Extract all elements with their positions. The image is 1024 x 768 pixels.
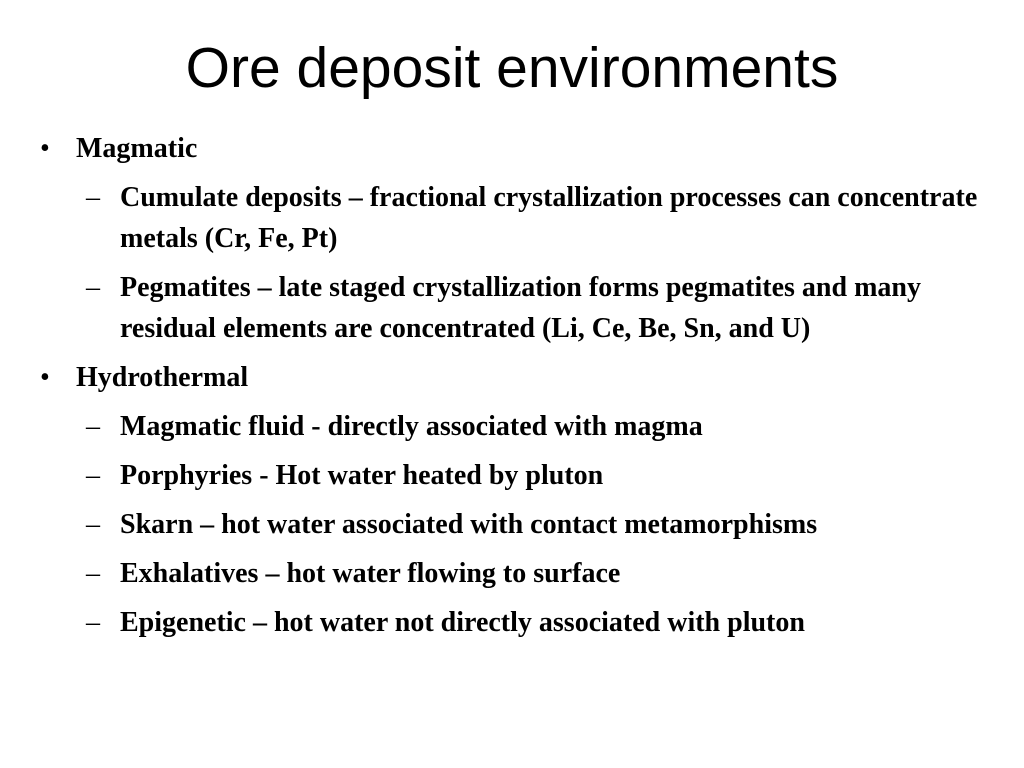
bullet-list bbox=[40, 128, 1000, 651]
dash-icon: – bbox=[86, 272, 100, 303]
slide-title: Ore deposit environments bbox=[185, 36, 839, 100]
sub-item-text: Pegmatites – late staged crystallization forms pegmatites and many residual elements are concentrated (Li, Ce, Be, Sn, and U) bbox=[120, 272, 921, 344]
bullet-icon: • bbox=[40, 362, 50, 393]
bullet-label: Hydrothermal bbox=[76, 362, 249, 393]
dash-icon: – bbox=[86, 607, 100, 638]
sub-item-text: Porphyries - Hot water heated by pluton bbox=[120, 460, 604, 491]
bullet-label: Magmatic bbox=[76, 133, 198, 164]
sub-item-skarn bbox=[40, 504, 1000, 545]
sub-item-epigenetic bbox=[40, 602, 1000, 643]
sub-item-text: Skarn – hot water associated with contact metamorphisms bbox=[120, 509, 818, 540]
bullet-item-magmatic bbox=[40, 128, 1000, 169]
sub-item-cumulate-deposits bbox=[40, 177, 1000, 259]
dash-icon: – bbox=[86, 182, 100, 213]
bullet-item-hydrothermal bbox=[40, 357, 1000, 398]
sub-item-text: Epigenetic – hot water not directly associated with pluton bbox=[120, 607, 805, 638]
dash-icon: – bbox=[86, 411, 100, 442]
sub-item-porphyries bbox=[40, 455, 1000, 496]
sub-item-text: Magmatic fluid - directly associated with magma bbox=[120, 411, 703, 442]
dash-icon: – bbox=[86, 460, 100, 491]
sub-item-pegmatites bbox=[40, 267, 1000, 349]
sub-item-exhalatives bbox=[40, 553, 1000, 594]
dash-icon: – bbox=[86, 509, 100, 540]
sub-item-text: Exhalatives – hot water flowing to surface bbox=[120, 558, 621, 589]
sub-item-text: Cumulate deposits – fractional crystallization processes can concentrate metals (Cr, Fe, Pt) bbox=[120, 182, 978, 254]
dash-icon: – bbox=[86, 558, 100, 589]
bullet-icon: • bbox=[40, 133, 50, 164]
sub-item-magmatic-fluid bbox=[40, 406, 1000, 447]
